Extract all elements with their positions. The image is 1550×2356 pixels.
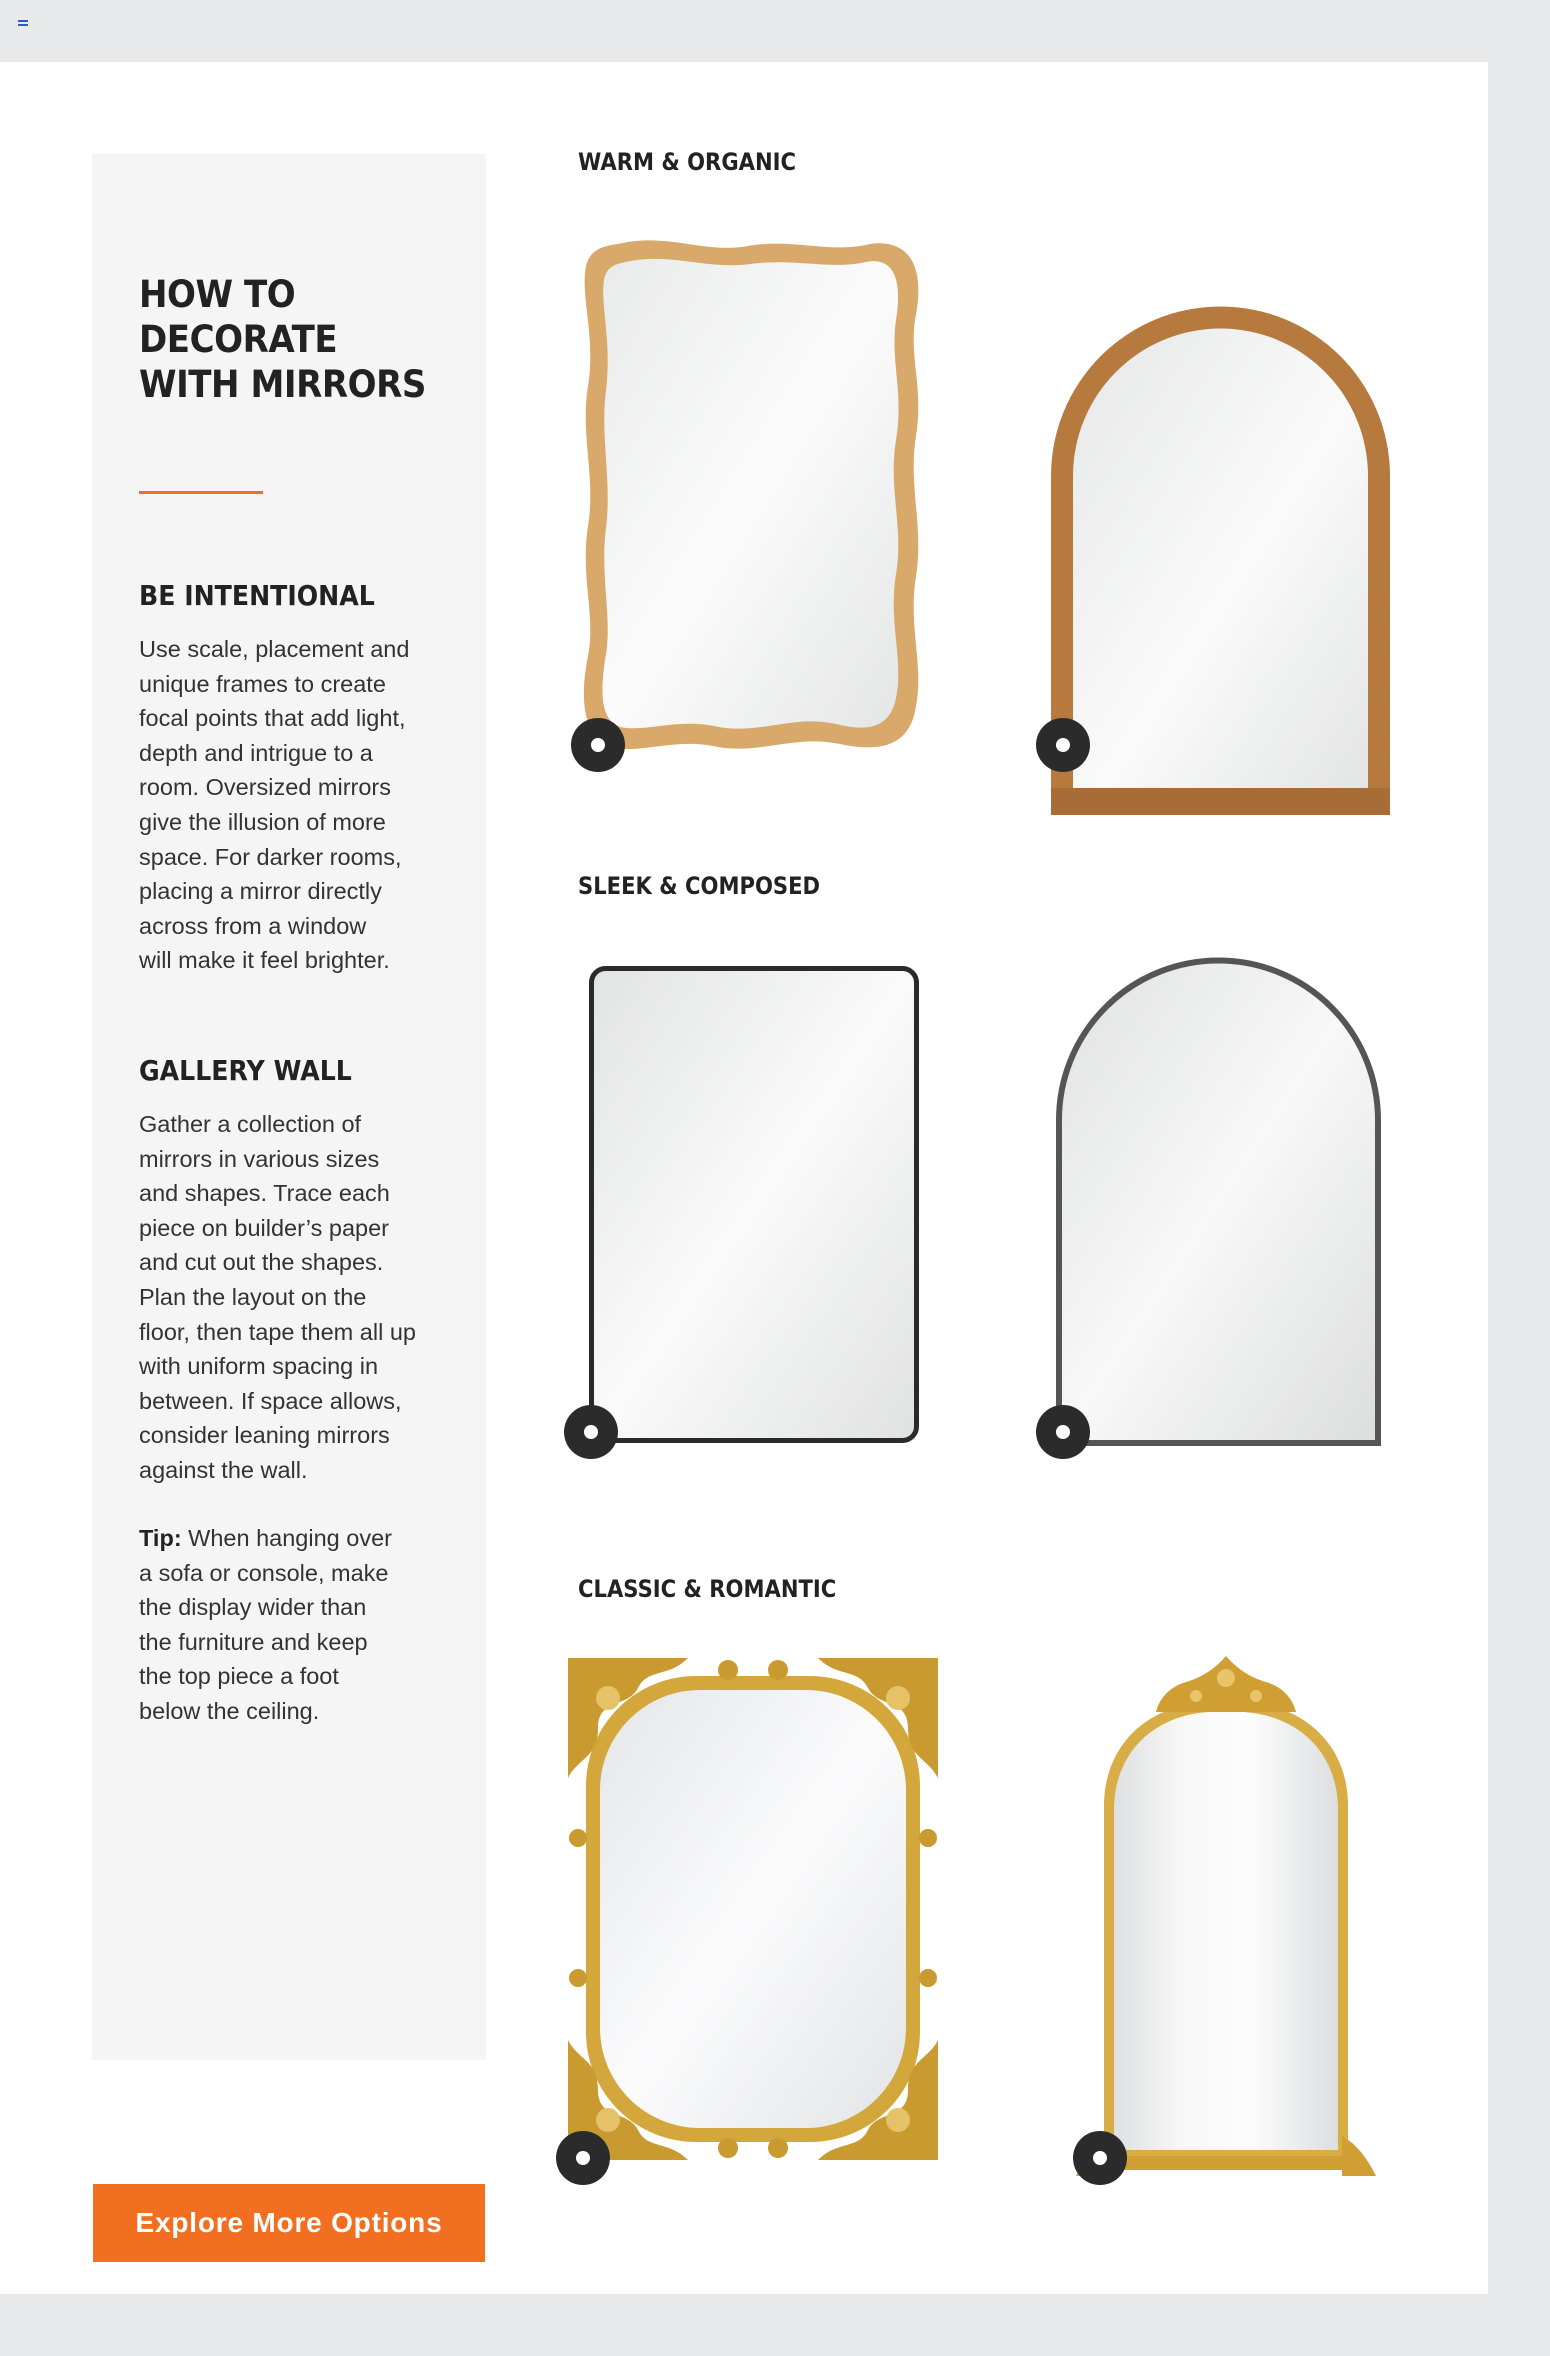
tip-text — [139, 1521, 449, 1729]
tip-body: When hanging over a sofa or console, make the display wider than the furniture and keep the top piece a foot below the ceiling. — [139, 1525, 392, 1724]
rounded-rectangle-black-mirror[interactable] — [589, 966, 919, 1443]
explore-more-options-button[interactable]: Explore More Options — [93, 2184, 485, 2262]
hotspot-rounded-rectangle-black-mirror[interactable] — [564, 1405, 618, 1459]
style-label-classic-romantic: CLASSIC & ROMANTIC — [578, 1575, 837, 1603]
tip-label: Tip: — [139, 1525, 182, 1551]
page-title: HOW TO DECORATE WITH MIRRORS — [139, 273, 426, 406]
arched-black-mirror[interactable] — [1056, 958, 1381, 1446]
section-body-gallery-wall: Gather a collection of mirrors in various sizes and shapes. Trace each piece on builder’s paper and cut out the shapes. Plan the layout on the floor, then tape them all up with uniform spacing in between. If space allows, consider leaning mirrors against the wall. — [139, 1111, 416, 1483]
ornate-gold-mirror[interactable] — [568, 1658, 938, 2160]
page — [0, 62, 1488, 2294]
hotspot-ornate-gold-mirror[interactable] — [556, 2131, 610, 2185]
style-label-warm-organic: WARM & ORGANIC — [578, 148, 797, 176]
hotspot-arched-gold-crest-mirror[interactable] — [1073, 2131, 1127, 2185]
menu-icon[interactable] — [18, 20, 28, 28]
hotspot-arched-wood-mirror[interactable] — [1036, 718, 1090, 772]
section-body-intentional: Use scale, placement and unique frames to create focal points that add light, depth and intrigue to a room. Oversized mirrors give the illusion of more space. For darker rooms, placing a mirror directly across from a window will make it feel brighter. — [139, 636, 410, 974]
style-label-sleek-composed: SLEEK & COMPOSED — [578, 872, 821, 900]
hotspot-wavy-wood-mirror[interactable] — [571, 718, 625, 772]
arched-wood-mirror[interactable] — [1051, 306, 1390, 815]
section-heading-intentional: BE INTENTIONAL — [139, 579, 375, 612]
sidebar-panel — [92, 154, 486, 2060]
section-heading-gallery-wall: GALLERY WALL — [139, 1054, 352, 1087]
wavy-wood-mirror[interactable] — [578, 236, 928, 756]
arched-gold-crest-mirror[interactable] — [1076, 1656, 1376, 2176]
hotspot-arched-black-mirror[interactable] — [1036, 1405, 1090, 1459]
title-divider — [139, 491, 263, 494]
